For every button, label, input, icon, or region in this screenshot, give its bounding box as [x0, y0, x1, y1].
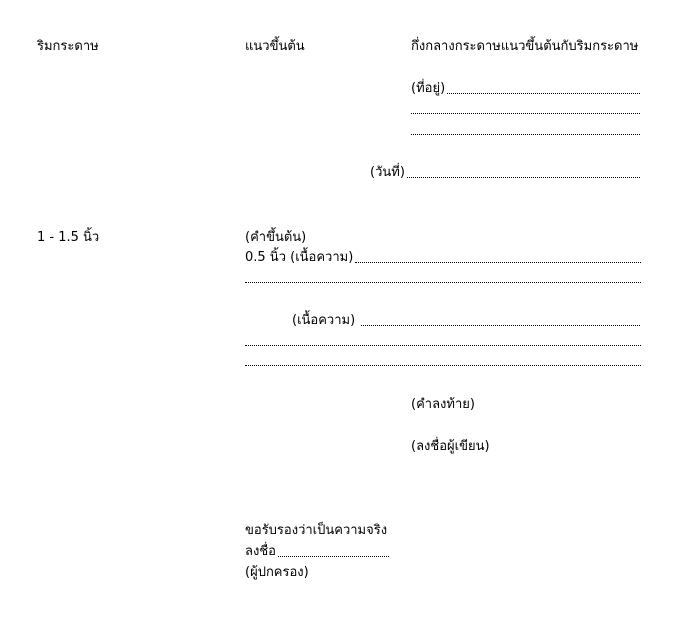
address-label: (ที่อยู่) — [411, 81, 446, 96]
guardian-role-label: (ผู้ปกครอง) — [245, 565, 309, 580]
address-dotted-line-3 — [411, 134, 640, 135]
paragraph-content-label: (เนื้อความ) — [292, 313, 356, 328]
address-dotted-line — [447, 93, 640, 94]
certification-text: ขอรับรองว่าเป็นความจริง — [245, 523, 388, 538]
content-dotted-line-1 — [245, 282, 641, 283]
guardian-dotted-line — [278, 556, 389, 557]
content-dotted-line-2 — [245, 345, 641, 346]
guardian-sign-line — [245, 544, 389, 560]
indent-content-label: 0.5 นิ้ว (เนื้อความ) — [245, 250, 354, 265]
heading-line-label: แนวขึ้นต้น — [245, 39, 305, 54]
writer-signature-label: (ลงชื่อผู้เขียน) — [411, 439, 490, 454]
center-line-label: กึ่งกลางกระดาษแนวขึ้นต้นกับริมกระดาษ — [411, 39, 639, 54]
address-dotted-line-2 — [411, 113, 640, 114]
closing-label: (คำลงท้าย) — [411, 397, 475, 412]
address-line — [411, 81, 640, 97]
salutation-label: (คำขึ้นต้น) — [245, 230, 307, 245]
date-label: (วันที่) — [370, 165, 405, 180]
margin-width-note: 1 - 1.5 นิ้ว — [37, 230, 100, 245]
date-line — [370, 165, 640, 181]
guardian-sign-label: ลงชื่อ — [245, 544, 276, 559]
content-dotted-line-3 — [245, 365, 641, 366]
margin-column-label: ริมกระดาษ — [37, 39, 99, 54]
date-dotted-line — [407, 177, 640, 178]
indent-dotted-line — [355, 262, 641, 263]
paragraph-line — [292, 313, 640, 329]
paragraph-dotted-line — [361, 325, 640, 326]
indent-content-line — [245, 250, 641, 266]
